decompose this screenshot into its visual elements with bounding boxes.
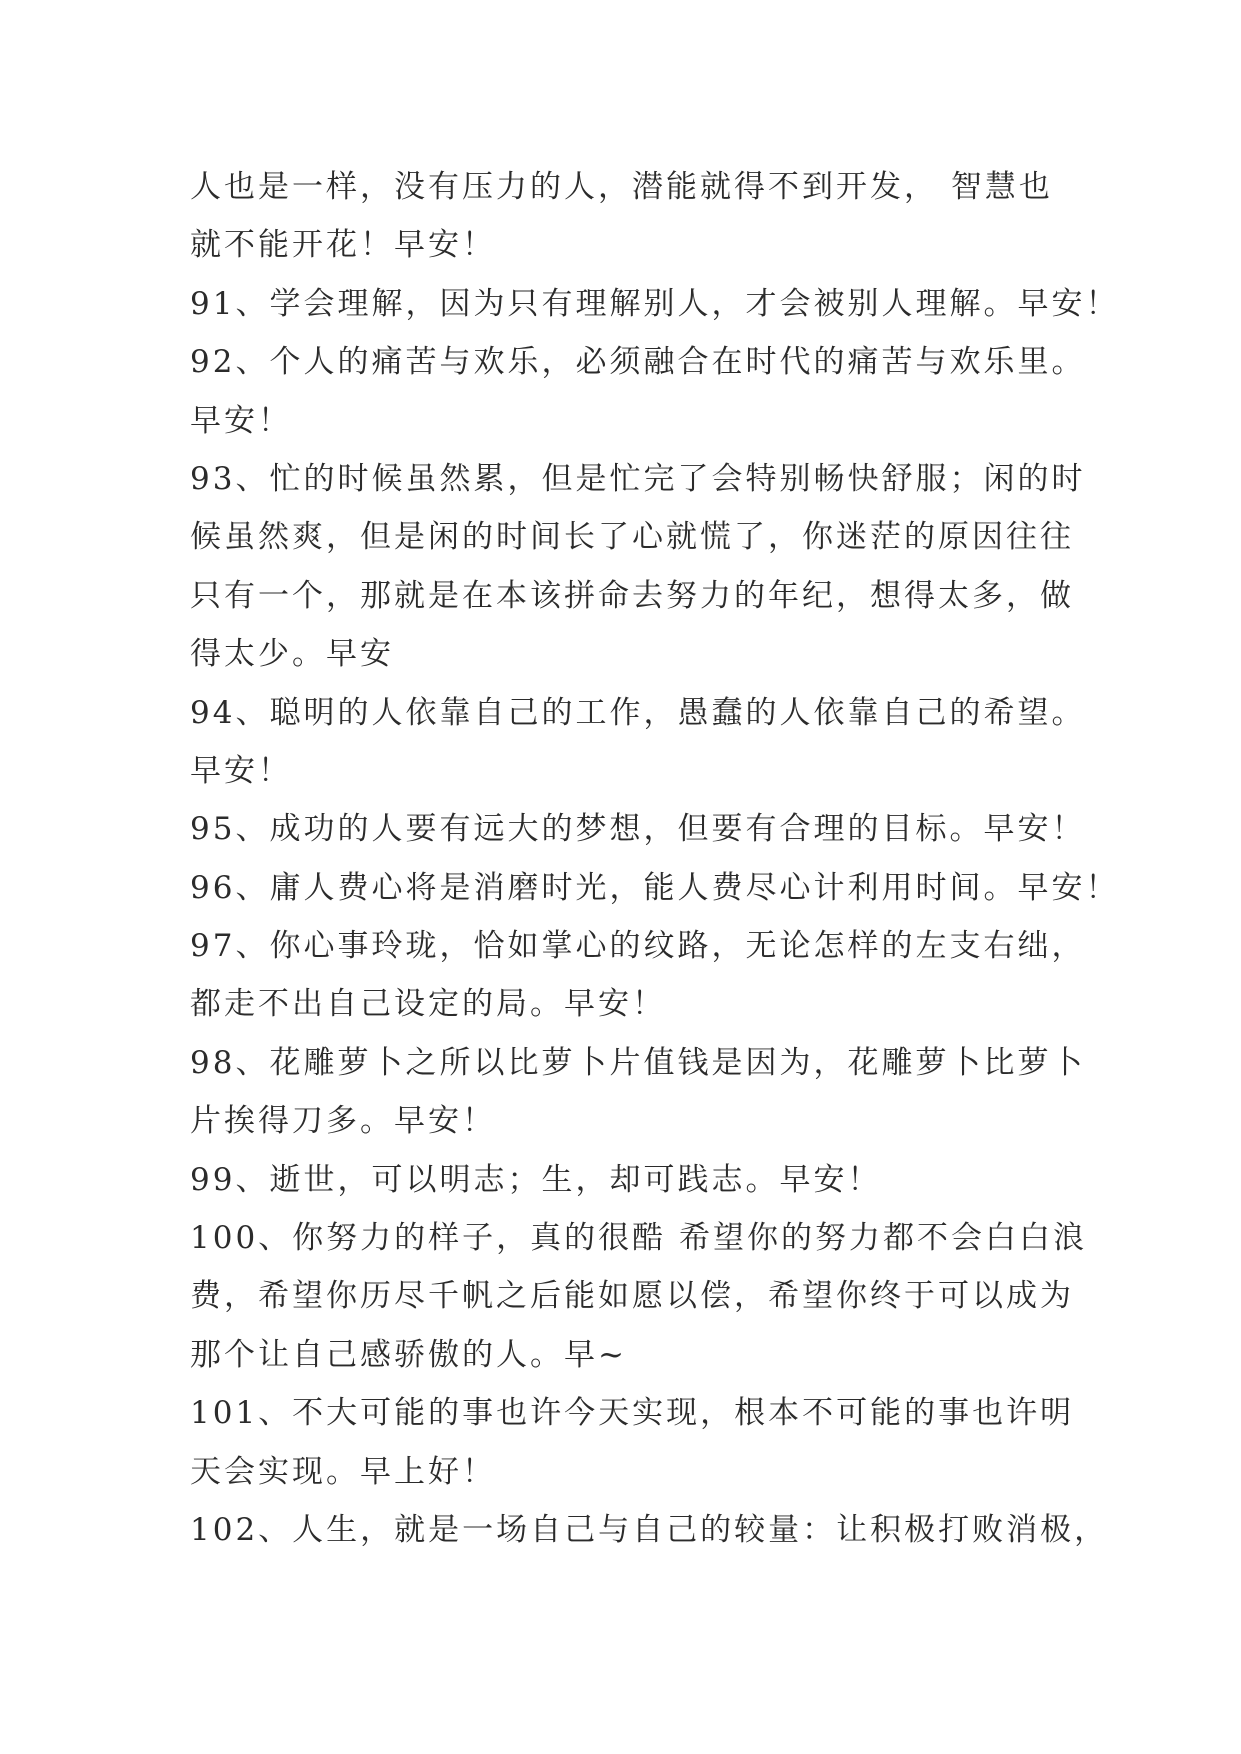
text-line: 早安！ [190,752,292,789]
text-line: 那个让自己感骄傲的人。早~ [190,1336,627,1373]
text-line: 99、逝世，可以明志；生，却可践志。早安！ [190,1161,882,1198]
text-line: 就不能开花！早安！ [190,227,496,264]
text-line: 得太少。早安 [190,636,394,673]
document-body [190,158,1120,1559]
text-line: 早安！ [190,402,292,439]
text-line: 都走不出自己设定的局。早安！ [190,986,666,1023]
text-line: 94、聪明的人依靠自己的工作，愚蠢的人依靠自己的希望。 [190,694,1086,731]
text-line: 人也是一样，没有压力的人，潜能就得不到开发， 智慧也 [190,169,1053,205]
text-line: 费，希望你历尽千帆之后能如愿以偿，希望你终于可以成为 [190,1278,1074,1315]
text-line: 92、个人的痛苦与欢乐，必须融合在时代的痛苦与欢乐里。 [190,344,1086,381]
text-line: 91、学会理解，因为只有理解别人，才会被别人理解。早安！ [190,285,1120,322]
text-line: 候虽然爽，但是闲的时间长了心就慌了，你迷茫的原因往往 [190,519,1074,556]
text-line: 101、不大可能的事也许今天实现，根本不可能的事也许明 [190,1395,1075,1432]
text-line: 93、忙的时候虽然累，但是忙完了会特别畅快舒服；闲的时 [190,460,1086,497]
text-line: 95、成功的人要有远大的梦想，但要有合理的目标。早安！ [190,811,1086,848]
text-line: 97、你心事玲珑，恰如掌心的纹路，无论怎样的左支右绌， [190,928,1086,965]
text-line: 98、花雕萝卜之所以比萝卜片值钱是因为，花雕萝卜比萝卜 [190,1044,1086,1081]
text-line: 天会实现。早上好！ [190,1453,496,1490]
text-line: 片挨得刀多。早安！ [190,1103,496,1140]
text-line: 100、你努力的样子，真的很酷 希望你的努力都不会白白浪 [190,1220,1088,1257]
text-line: 只有一个，那就是在本该拼命去努力的年纪，想得太多，做 [190,577,1074,614]
text-line: 96、庸人费心将是消磨时光，能人费尽心计利用时间。早安！ [190,869,1120,906]
text-line: 102、人生，就是一场自己与自己的较量：让积极打败消极， [190,1511,1109,1548]
